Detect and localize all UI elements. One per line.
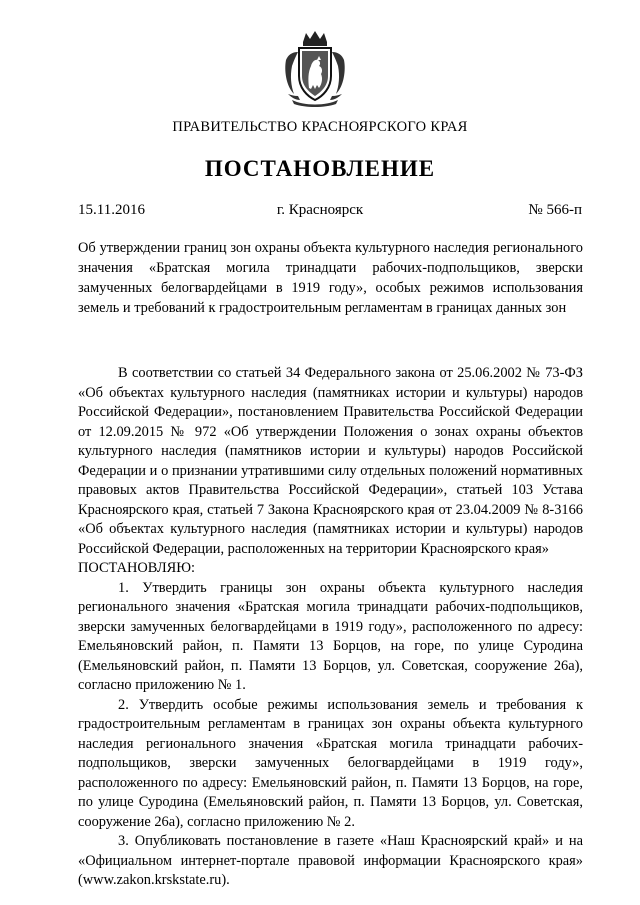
preamble-paragraph: В соответствии со статьей 34 Федерального закона от 25.06.2002 № 73-ФЗ «Об объектах культурного наследия (памятниках истории и культуры) народов Российской Федерации», постановлением Правительства Российской Федерации от 12.09.2015 № 972 «Об утверждении Положения о зонах охраны объектов культурного наследия (памятников истории и культуры) народов Российской Федерации и о признании утратившими силу отдельных положений нормативных правовых актов Правительства Российской Федерации», статьей 103 Устава Красноярского края, статьей 7 Закона Красноярского края от 23.04.2009 № 8-3166 «Об объектах культурного наследия (памятниках истории и культуры) народов Российской Федерации, расположенных на территории Красноярского края» (78, 365, 583, 557)
document-type: ПОСТАНОВЛЕНИЕ (204, 156, 436, 181)
item-paragraph-3: 3. Опубликовать постановление в газете «Наш Красноярский край» и на «Официальном интернет-портале правовой информации Красноярского края» (www.zakon.krskstate.ru). (78, 833, 583, 888)
item-paragraph-2: 2. Утвердить особые режимы использования земель и требования к градостроительным регламентам в границах зон охраны объекта культурного наследия регионального значения «Братская могила тринадцати рабочих-подпольщиков, зверски замученных белогвардейцами в 1919 году», расположенного по адресу: Емельяновский район, п. Памяти 13 Борцов, на горе, по улице Суродина (Емельяновский район, п. Памяти 13 Борцов, ул. Советская, сооружение 26а), согласно приложению № 2. (78, 696, 583, 830)
item-paragraph-1: 1. Утвердить границы зон охраны объекта культурного наследия регионального значения «Братская могила тринадцати рабочих-подпольщиков, зверски замученных белогвардейцами в 1919 году», расположенного по адресу: Емельяновский район, п. Памяти 13 Борцов, на горе, по улице Суродина (Емельяновский район, п. Памяти 13 Борцов, ул. Советская, сооружение 26а), согласно приложению № 1. (78, 579, 583, 693)
document-body (78, 364, 583, 891)
document-number: № 566-п (528, 202, 582, 218)
coat-of-arms-icon (282, 30, 348, 108)
document-date: 15.11.2016 (78, 202, 145, 218)
document-subject: Об утверждении границ зон охраны объекта культурного наследия регионального значения «Братская могила тринадцати рабочих-подпольщиков, зверски замученных белогвардейцами в 1919 году», особых режимов использования земель и требований к градостроительным регламентам в границах данных зон (78, 240, 583, 316)
government-name: ПРАВИТЕЛЬСТВО КРАСНОЯРСКОГО КРАЯ (172, 119, 468, 135)
document-city: г. Красноярск (276, 202, 364, 218)
decree-heading: ПОСТАНОВЛЯЮ: (78, 560, 196, 576)
